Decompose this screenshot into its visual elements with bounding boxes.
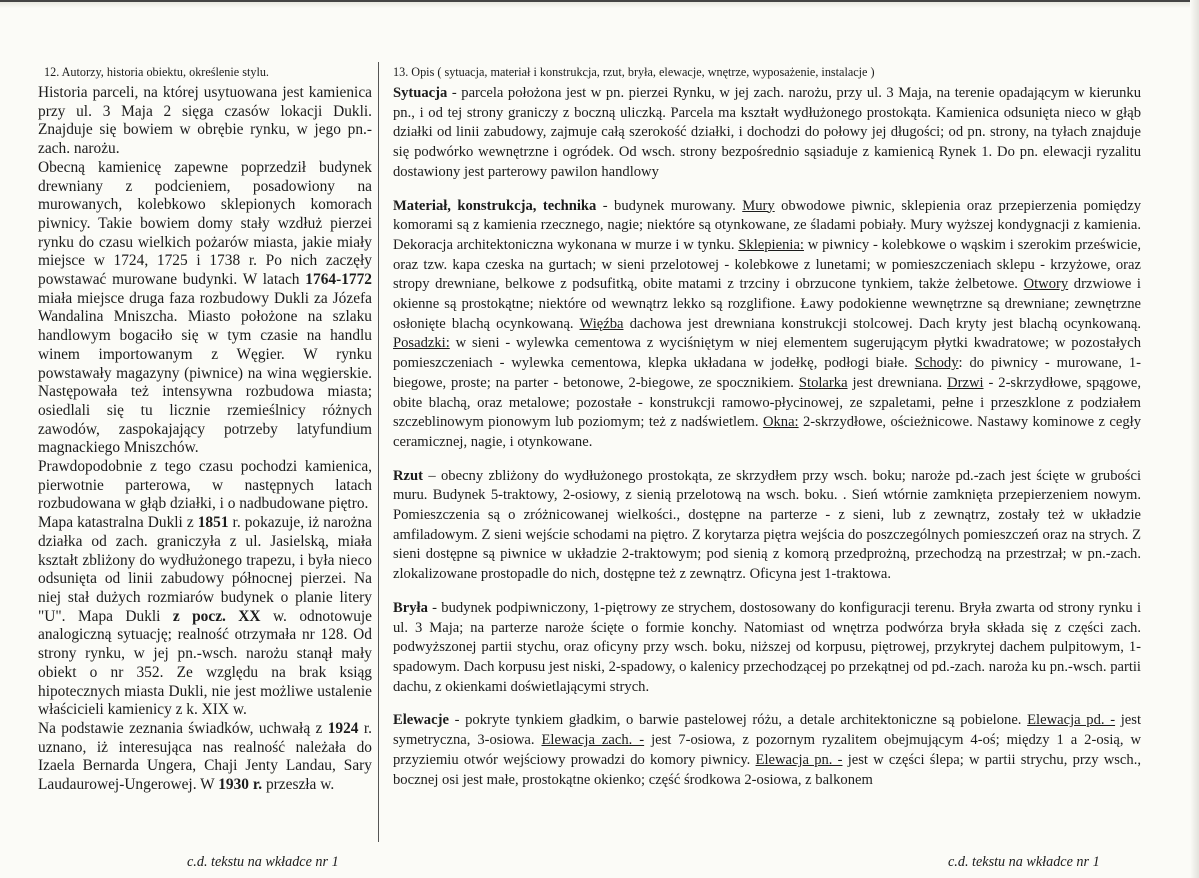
bold-term: Elewacje xyxy=(393,712,449,729)
underlined-term: Elewacja pd. - xyxy=(1027,712,1116,729)
underlined-term: Otwory xyxy=(1023,276,1069,293)
paragraph: Rzut – obecny zbliżony do wydłużonego prostokąta, ze skrzydłem przy wsch. boku; naroże pd.-zach jest ścięte w grubości muru. Budynek 5-traktowy, 2-osiowy, z sienią przelotową na wsch. boku. . Sień wtórnie zamknięta przepierzeniem nowym. Pomieszczenia są o zróżnicowanej wielkości., dostępne na parterze - z sieni, lub z zewnątrz, zostały też w układzie amfiladowym. Z sieni wejście schodami na piętro. Z korytarza piętra wejścia do poszczególnych pomieszczeń oraz na strych. Z sieni dostępne są piwnice w układzie 2-traktowym; pod sienią z komorą przedprożną, przechodzą na przestrzał; w pn.-zach. zlokalizowane prostopadle do nich, dostępne też z zewnątrz. Oficyna jest 1-traktowa. xyxy=(393,467,1141,583)
paragraph: Prawdopodobnie z tego czasu pochodzi kamienica, pierwotnie parterowa, w następnych latach rozbudowana w głąb działki, i o nadbudowane piętro. xyxy=(38,458,372,513)
history-text xyxy=(38,84,372,795)
description-text xyxy=(393,84,1141,790)
bold-term: 1851 xyxy=(197,514,229,532)
bold-term: Materiał, konstrukcja, technika xyxy=(393,197,597,214)
underlined-term: Posadzki: xyxy=(393,335,450,352)
bold-term: 1924 xyxy=(327,719,359,737)
scan-edge-right xyxy=(1190,0,1199,878)
paragraph: Elewacje - pokryte tynkiem gładkim, o barwie pastelowej różu, a detale architektoniczne są pobielone. Elewacja pd. - jest symetryczna, 3-osiowa. Elewacja zach. - jest 7-osiowa, z pozornym ryzalitem obejmującym 4-oś; między 1 a 2-osią, w przyziemiu otwór wejściowy prowadzi do komory piwnicy. Elewacja pn. - jest w części ślepa; w partii strychu, przy wsch., bocznej osi jest małe, prostokątne okienko; część środkowa 2-osiowa, z balkonem xyxy=(393,712,1141,788)
underlined-term: Elewacja pn. - xyxy=(755,751,843,768)
section-13-header: 13. Opis ( sytuacja, materiał i konstrukcja, rzut, bryła, elewacje, wnętrze, wyposażenie, instalacje ) xyxy=(393,65,875,79)
underlined-term: Mury xyxy=(742,197,775,214)
continuation-note-right: c.d. tekstu na wkładce nr 1 xyxy=(948,854,1100,870)
paragraph: Na podstawie zeznania świadków, uchwałą z 1924 r. uznano, iż interesująca nas realność należała do Izaela Bernarda Ungera, Chaji Jenty Landau, Sary Laudaurowej-Ungerowej. W 1930 r. przeszła w. xyxy=(38,719,372,794)
underlined-term: Elewacja zach. - xyxy=(541,732,645,749)
underlined-term: Schody xyxy=(914,355,959,372)
paragraph: Mapa katastralna Dukli z 1851 r. pokazuje, iż narożna działka od zach. graniczyła z ul. Jasielską, miała kształt zbliżony do wydłużonego trapezu, i była nieco odsunięta od linii zabudowy północnej pierzei. Na niej stał dużych rozmiarów budynek o planie litery "U". Mapa Dukli z pocz. XX w. odnotowuje analogiczną sytuację; realność otrzymała nr 128. Od strony rynku, w jej pn.-wsch. narożu stanął mały obiekt o nr 352. Ze względu na brak ksiąg hipotecznych miasta Dukli, nie jest możliwe ustalenie właścicieli kamienicy z k. XIX w. xyxy=(38,514,372,719)
column-description xyxy=(393,64,1141,804)
underlined-term: Stolarka xyxy=(798,374,848,391)
bold-term: 1764-1772 xyxy=(305,271,372,289)
column-history xyxy=(38,64,372,795)
bold-term: 1930 r. xyxy=(218,776,263,794)
paragraph: Sytuacja - parcela położona jest w pn. pierzei Rynku, w jej zach. narożu, przy ul. 3 Maja, na terenie opadającym w kierunku pn., i od tej strony graniczy z boczną uliczką. Parcela ma kształt wydłużonego prostokąta. Kamienica odsunięta nieco w głąb działki od linii zabudowy, zajmuje całą szerokość działki, i dochodzi do połowy jej długości; od pn. strony, na tyłach znajduje się podwórko wewnętrzne i ogródek. Od wsch. strony bezpośrednio sąsiaduje z kamienicą Rynek 1. Do pn. elewacji ryzalitu dostawiony jest parterowy pawilon handlowy xyxy=(393,85,1141,180)
scan-edge xyxy=(0,2,1199,8)
continuation-note-left: c.d. tekstu na wkładce nr 1 xyxy=(187,854,339,870)
paragraph: Materiał, konstrukcja, technika - budynek murowany. Mury obwodowe piwnic, sklepienia oraz przepierzenia pomiędzy komorami są z kamienia rzecznego, nagie; niektóre są otynkowane, ze śladami pobiały. Mury wyższej kondygnacji z kamienia. Dekoracja architektoniczna wykonana w murze i w tynku. Sklepienia: w piwnicy - kolebkowe o wąskim i szerokim prześwicie, oraz tzw. kapa czeska na gurtach; w sieni przelotowej - kolebkowe z lunetami; w pomieszczeniach sklepu - krzyżowe, oraz stropy drewniane, belkowe z podsufitką, obite matami z trzciny i obrzucone tynkiem, także żelbetowe. Otwory drzwiowe i okienne są prostokątne; niektóre od wewnątrz lekko są rozglifione. Ławy podokienne wewnętrzne są drewniane; zewnętrzne osłonięte blachą ocynkowaną. Więźba dachowa jest drewniana konstrukcji stolcowej. Dach kryty jest blachą ocynkowaną. Posadzki: w sieni - wylewka cementowa z wyciśniętym w niej elementem sugerującym płytki kwadratowe; w pozostałych pomieszczeniach - wylewka cementowa, klepka układana w jodełkę, podłogi białe. Schody: do piwnicy - murowane, 1-biegowe, proste; na parter - betonowe, 2-biegowe, ze spocznikiem. Stolarka jest drewniana. Drzwi - 2-skrzydłowe, spągowe, obite blachą, oraz metalowe; pozostałe - konstrukcji ramowo-płycinowej, ze szpaletami, pełne i przeszklone z podziałem szczeblinowym pionowym lub poziomym; też z nadświetlem. Okna: 2-skrzydłowe, ościeżnicowe. Nastawy kominowe z cegły ceramicznej, nagie, i otynkowane. xyxy=(393,197,1141,450)
bold-term: z pocz. XX xyxy=(172,607,261,625)
bold-term: Rzut xyxy=(393,467,423,484)
underlined-term: Drzwi xyxy=(947,374,984,391)
underlined-term: Sklepienia: xyxy=(738,236,804,253)
column-divider xyxy=(378,62,379,842)
underlined-term: Więźba xyxy=(579,315,624,332)
paragraph: Historia parceli, na której usytuowana jest kamienica przy ul. 3 Maja 2 sięga czasów lokacji Dukli. Znajduje się bowiem w obrębie rynku, w jego pn.-zach. narożu. xyxy=(38,84,372,158)
bold-term: Bryła xyxy=(393,599,428,616)
paragraph: Obecną kamienicę zapewne poprzedził budynek drewniany z podcieniem, posadowiony na murowanych, kolebkowo sklepionych komorach piwnicy. Takie bowiem domy stały wzdłuż pierzei rynku do czasu wielkich pożarów miasta, jakie miały miejsce w 1724, 1725 i 1738 r. Po nich zaczęły powstawać murowane budynki. W latach 1764-1772 miała miejsce druga faza rozbudowy Dukli za Józefa Wandalina Mniszcha. Miasto położone na szlaku handlowym bogaciło się w tym czasie na handlu winem importowanym z Węgier. W rynku powstawały magazyny (piwnice) na wina węgierskie. Następowała też intensywna rozbudowa miasta; osiedlali się tu licznie rzemieślnicy różnych zawodów, zaspokajający potrzeby latyfundium magnackiego Mniszchów. xyxy=(38,158,372,457)
section-12-header: 12. Autorzy, historia obiektu, określenie stylu. xyxy=(44,65,269,79)
paragraph: Bryła - budynek podpiwniczony, 1-piętrowy ze strychem, dostosowany do konfiguracji terenu. Bryła zwarta od strony rynku i ul. 3 Maja; na parterze naroże ścięte o formie konchy. Natomiast od wnętrza podwórza bryła składa się z części zach. podwyższonej partii stychu, oraz oficyny przy wsch. boku, niższej od korpusu, piętrowej, przykrytej dachem pulpitowym, 1-spadowym. Dach korpusu jest niski, 2-spadowy, o kalenicy przechodzącej po przekątnej od pd.-zach. naroża ku pn.-wsch. partii dachu, z okienkami doświetlającymi strych. xyxy=(393,599,1141,695)
bold-term: Sytuacja xyxy=(393,85,448,101)
underlined-term: Okna: xyxy=(762,414,799,431)
